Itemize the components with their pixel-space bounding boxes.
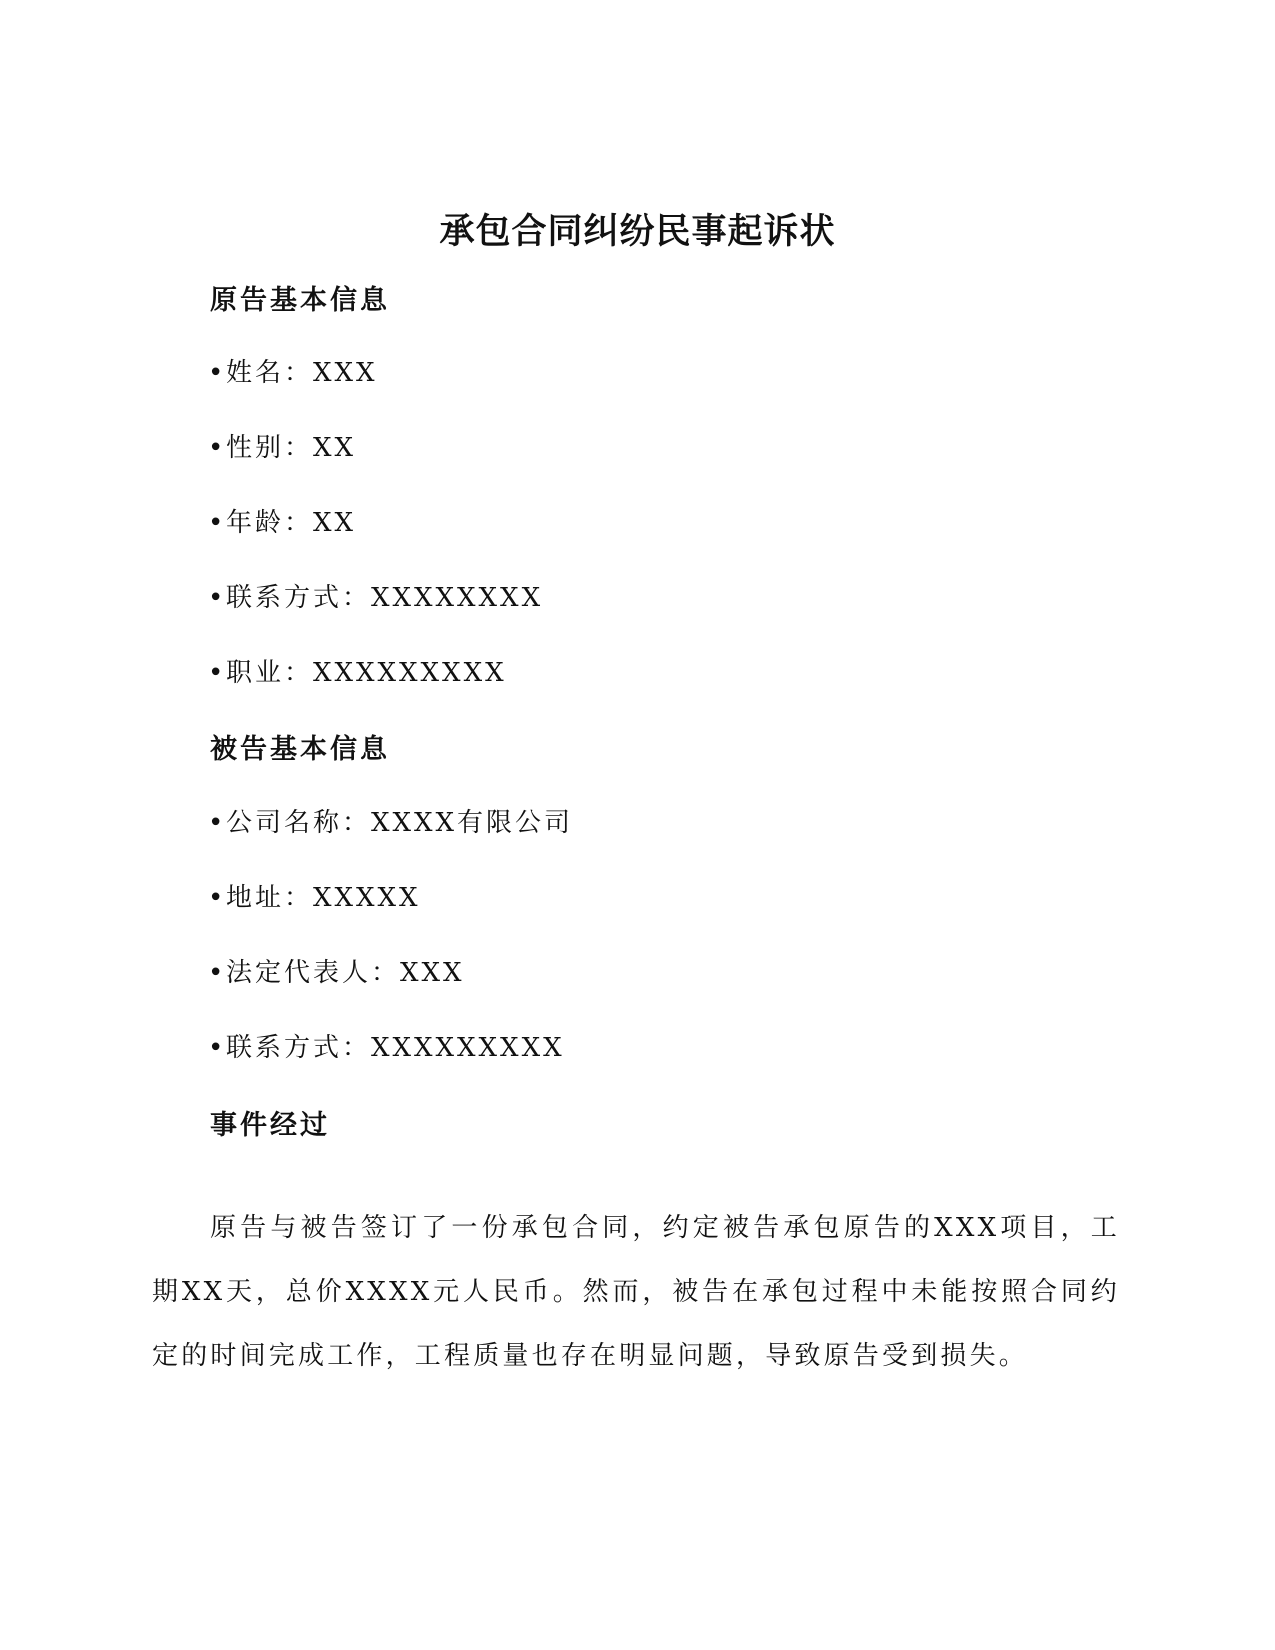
defendant-item-contact	[208, 1030, 565, 1066]
document-title: 承包合同纠纷民事起诉状	[439, 212, 836, 252]
bullet: •	[208, 883, 227, 913]
item-text: 公司名称：XXXX有限公司	[226, 808, 574, 838]
bullet: •	[208, 358, 227, 388]
defendant-item-address	[208, 880, 421, 916]
plaintiff-item-contact	[208, 580, 543, 616]
item-text: 联系方式：XXXXXXXX	[226, 583, 544, 613]
item-text: 地址：XXXXX	[226, 883, 421, 913]
bullet: •	[208, 958, 227, 988]
plaintiff-heading: 原告基本信息	[210, 285, 390, 316]
bullet: •	[208, 658, 227, 688]
bullet: •	[208, 508, 227, 538]
bullet: •	[208, 583, 227, 613]
bullet: •	[208, 433, 227, 463]
events-paragraph: 原告与被告签订了一份承包合同，约定被告承包原告的XXX项目，工期XX天，总价XXXX元人民币。然而，被告在承包过程中未能按照合同约定的时间完成工作，工程质量也存在明显问题，导致原告受到损失。	[152, 1213, 1120, 1371]
item-text: 职业：XXXXXXXXX	[226, 658, 507, 688]
item-text: 联系方式：XXXXXXXXX	[226, 1033, 565, 1063]
events-heading: 事件经过	[210, 1110, 330, 1141]
bullet: •	[208, 808, 227, 838]
item-text: 年龄：XX	[226, 508, 357, 538]
defendant-item-representative	[208, 955, 465, 991]
plaintiff-item-name	[208, 355, 378, 391]
item-text: 姓名：XXX	[226, 358, 378, 388]
defendant-item-company	[208, 805, 573, 841]
plaintiff-item-gender	[208, 430, 356, 466]
plaintiff-item-age	[208, 505, 356, 541]
item-text: 法定代表人：XXX	[226, 958, 465, 988]
defendant-heading: 被告基本信息	[210, 734, 390, 765]
plaintiff-item-occupation	[208, 655, 507, 691]
bullet: •	[208, 1033, 227, 1063]
item-text: 性别：XX	[226, 433, 357, 463]
